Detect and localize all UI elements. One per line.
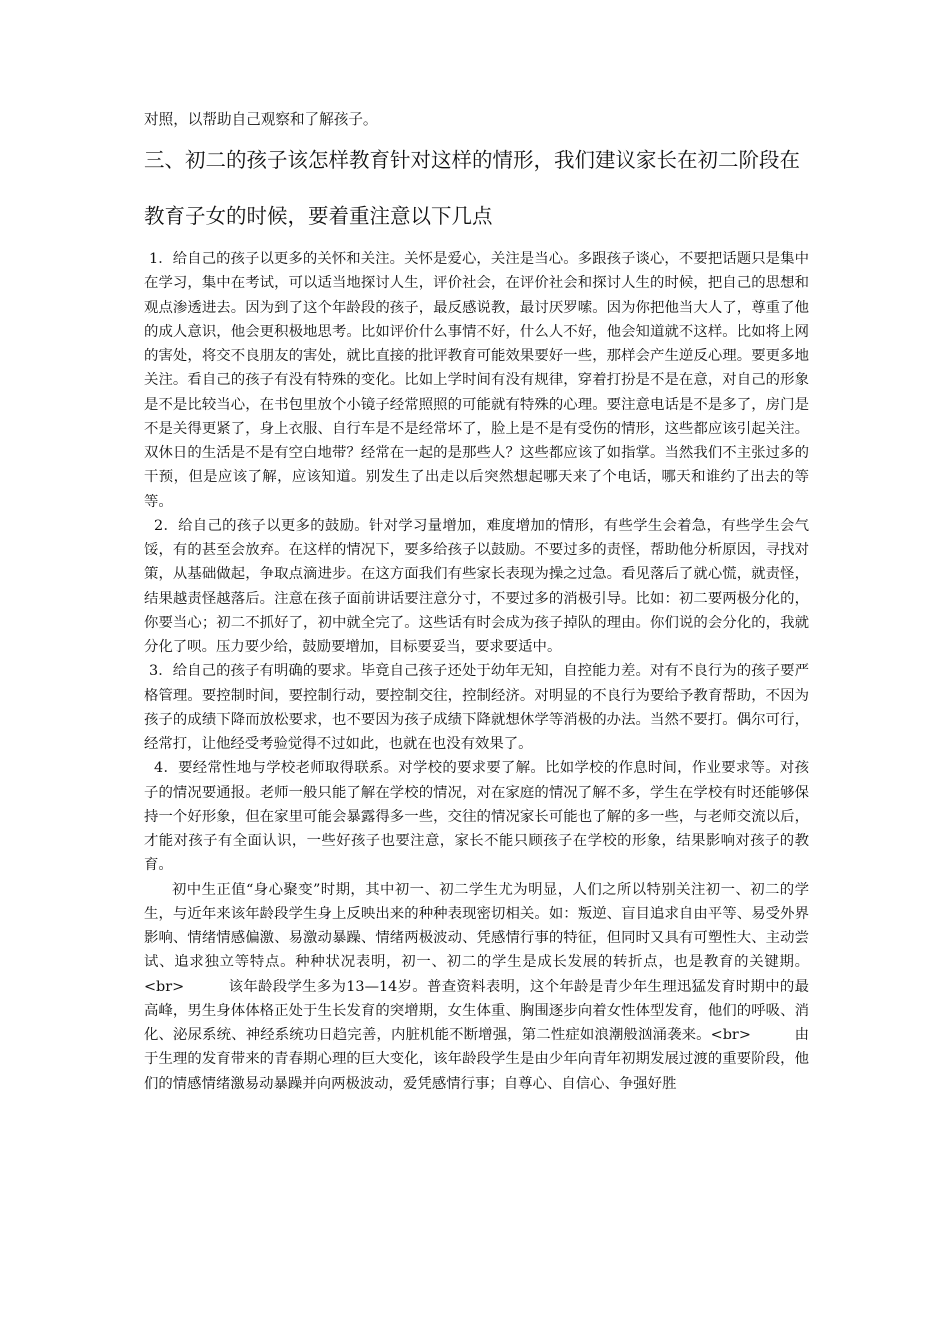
paragraph-2: 2．给自己的孩子以更多的鼓励。针对学习量增加，难度增加的情形，有些学生会着急，有些学生会气馁，有的甚至会放弃。在这样的情况下，要多给孩子以鼓励。不要过多的责怪，帮助他分析原因，寻找对策，从基础做起，争取点滴进步。在这方面我们有些家长表现为操之过急。看见落后了就心慌，就责怪，结果越责怪越落后。注意在孩子面前讲话要注意分寸，不要过多的消极引导。比如：初二要两极分化的，你要当心；初二不抓好了，初中就全完了。这些话有时会成为孩子掉队的理由。你们说的会分化的，我就分化了呗。压力要少给，鼓励要增加，目标要妥当，要求要适中。 — [144, 517, 809, 655]
paragraph-1: 1．给自己的孩子以更多的关怀和关注。关怀是爱心，关注是当心。多跟孩子谈心，不要把话题只是集中在学习，集中在考试，可以适当地探讨人生，评价社会，在评价社会和探讨人生的时候，把自己的思想和观点渗透进去。因为到了这个年龄段的孩子，最反感说教，最讨厌罗嗦。因为你把他当大人了，尊重了他的成人意识，他会更积极地思考。比如评价什么事情不好，什么人不好，他会知道就不这样。比如将上网的害处，将交不良朋友的害处，就比直接的批评教育可能效果要好一些，那样会产生逆反心理。要更多地关注。看自己的孩子有没有特殊的变化。比如上学时间有没有规律，穿着打扮是不是在意，对自己的形象是不是比较当心，在书包里放个小镜子经常照照的可能就有特殊的心理。要注意电话是不是多了，房门是不是关得更紧了，身上衣服、自行车是不是经常坏了，脸上是不是有受伤的情形，这些都应该引起关注。双休日的生活是不是有空白地带？经常在一起的是那些人？这些都应该了如指掌。当然我们不主张过多的干预，但是应该了解，应该知道。别发生了出走以后突然想起哪天来了个电话，哪天和谁约了出去的等等。 — [144, 251, 809, 510]
lead-line: 对照，以帮助自己观察和了解孩子。 — [144, 111, 378, 128]
paragraph-5: 初中生正值“身心聚变”时期，其中初一、初二学生尤为明显，人们之所以特别关注初一、初二的学生，与近年来该年龄段学生身上反映出来的种种表现密切相关。如：叛逆、盲目追求自由平等、易受外界影响、情绪情感偏激、易激动暴躁、情绪两极波动、凭感情行事的特征，但同时又具有可塑性大、主动尝试、追求独立等特点。种种状况表明，初一、初二的学生是成长发展的转折点，也是教育的关键期。<br> 该年龄段学生多为13—14岁。普查资料表明，这个年龄是青少年生理迅猛发育时期中的最高峰，男生身体体格正处于生长发育的突增期，女生体重、胸围逐步向着女性体型发育，他们的呼吸、消化、泌尿系统、神经系统功日趋完善，内脏机能不断增强，第二性症如浪潮般汹涌袭来。<br> 由于生理的发育带来的青春期心理的巨大变化，该年龄段学生是由少年向青年初期发展过渡的重要阶段，他们的情感情绪激易动暴躁并向两极波动，爱凭感情行事；自尊心、自信心、争强好胜 — [144, 881, 809, 1092]
document-page — [144, 108, 809, 1096]
paragraph-4: 4．要经常性地与学校老师取得联系。对学校的要求要了解。比如学校的作息时间，作业要求等。对孩子的情况要通报。老师一般只能了解在学校的情况，对在家庭的情况了解不多，学生在学校有时还能够保持一个好形象，但在家里可能会暴露得多一些，交往的情况家长可能也了解的多一些，与老师交流以后，才能对孩子有全面认识，一些好孩子也要注意，家长不能只顾孩子在学校的形象，结果影响对孩子的教育。 — [144, 760, 809, 874]
paragraph-3: 3．给自己的孩子有明确的要求。毕竟自己孩子还处于幼年无知，自控能力差。对有不良行为的孩子要严格管理。要控制时间，要控制行动，要控制交往，控制经济。对明显的不良行为要给予教育帮助，不因为孩子的成绩下降而放松要求，也不要因为孩子成绩下降就想休学等消极的办法。当然不要打。偶尔可行，经常打，让他经受考验觉得不过如此，也就在也没有效果了。 — [144, 663, 809, 752]
section-heading: 三、初二的孩子该怎样教育针对这样的情形，我们建议家长在初二阶段在教育子女的时候，要着重注意以下几点 — [144, 148, 800, 228]
